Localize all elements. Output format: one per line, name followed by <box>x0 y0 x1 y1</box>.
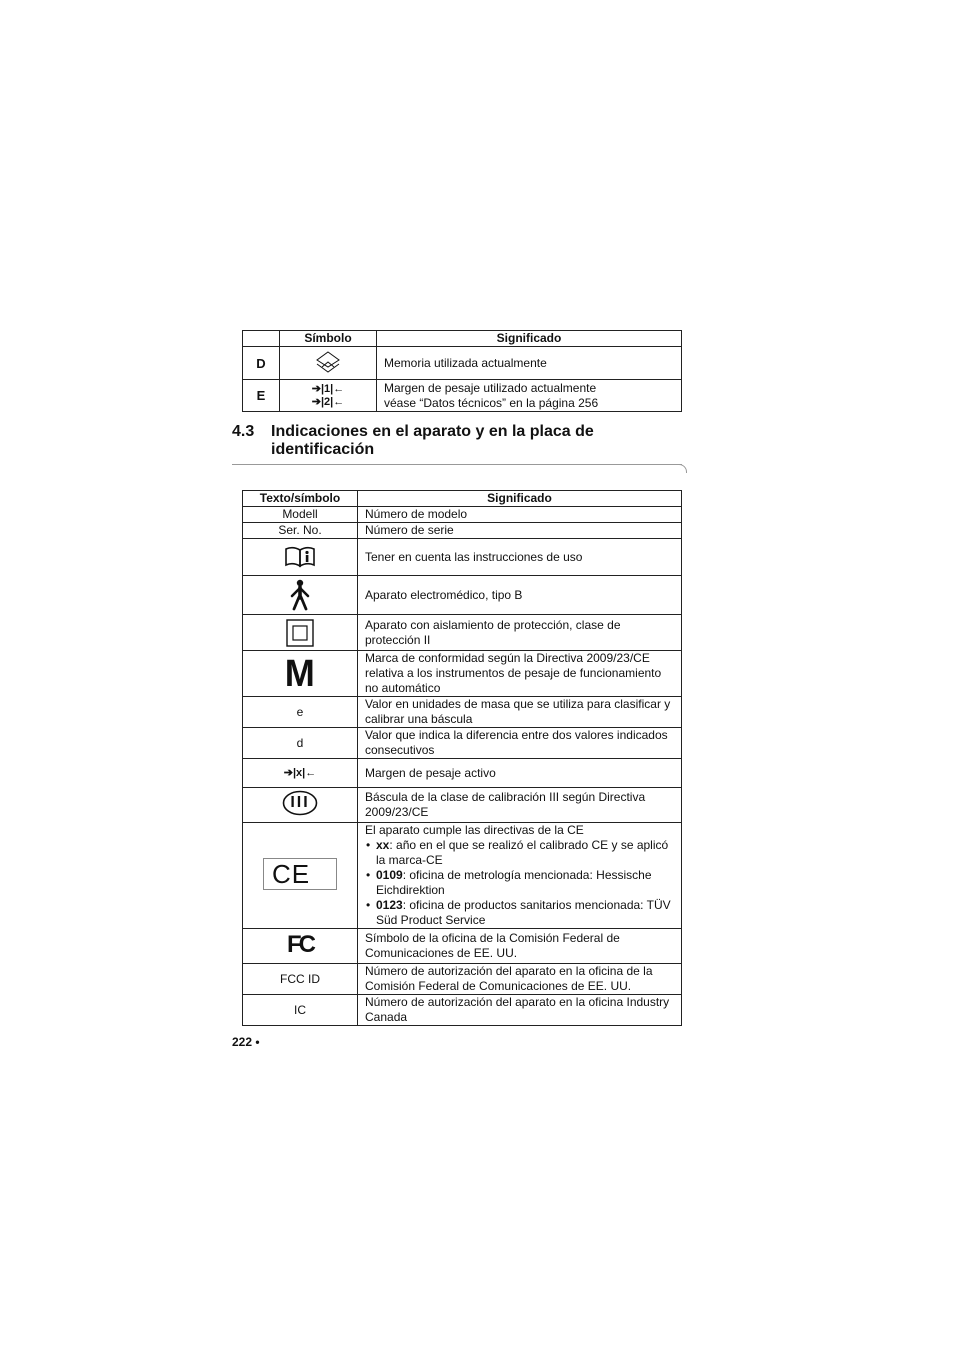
section-divider-curve <box>676 464 687 473</box>
row-meaning: Tener en cuenta las instrucciones de uso <box>358 539 682 576</box>
row-letter: E <box>243 380 280 412</box>
header-text-symbol: Texto/símbolo <box>243 491 358 507</box>
row-meaning: Valor que indica la diferencia entre dos valores indicados consecutivos <box>358 728 682 759</box>
range-1-label: 1 <box>324 382 331 395</box>
row-symbol: Modell <box>243 507 358 523</box>
bullet-text: : oficina de productos sanitarios mencionada: TÜV Süd Product Service <box>376 898 671 927</box>
row-meaning: Aparato con aislamiento de protección, clase de protección II <box>358 615 682 651</box>
list-item <box>365 868 677 898</box>
metrology-m-icon: M <box>284 652 316 695</box>
markings-table <box>242 490 682 1026</box>
list-item <box>365 838 677 868</box>
list-item <box>365 898 677 928</box>
table-row <box>243 347 682 380</box>
row-meaning: Margen de pesaje activo <box>358 759 682 788</box>
fcc-logo-icon: FC <box>287 930 313 958</box>
row-letter: D <box>243 347 280 380</box>
table-row <box>243 651 682 697</box>
range-x-label: x <box>296 767 303 779</box>
table-row <box>243 788 682 823</box>
bullet-text: : año en el que se realizó el calibrado CE y se aplicó la marca-CE <box>376 838 669 867</box>
table-row <box>243 523 682 539</box>
row-meaning: Número de autorización del aparato en la oficina de la Comisión Federal de Comunicaciones de EE. UU. <box>358 964 682 995</box>
weighing-range-1-2-icon: ➔|1|← ➔|2|← <box>311 382 345 408</box>
row-symbol: Ser. No. <box>243 523 358 539</box>
table-row <box>243 507 682 523</box>
table-row <box>243 380 682 412</box>
range-2-label: 2 <box>324 395 331 408</box>
row-symbol: d <box>243 728 358 759</box>
table-header-row <box>243 491 682 507</box>
row-meaning: Marca de conformidad según la Directiva 2009/23/CE relativa a los instrumentos de pesaje de funcionamiento no automático <box>358 651 682 697</box>
class-iii-oval-icon <box>282 790 318 816</box>
header-meaning: Significado <box>377 331 682 347</box>
table-row <box>243 728 682 759</box>
table-row <box>243 995 682 1026</box>
bullet-code: xx <box>376 838 390 852</box>
bullet-text: : oficina de metrología mencionada: Hessische Eichdirektion <box>376 868 652 897</box>
bullet-code: 0123 <box>376 898 403 912</box>
row-meaning-line1: Margen de pesaje utilizado actualmente <box>384 380 597 395</box>
row-symbol: FCC ID <box>243 964 358 995</box>
row-meaning: Valor en unidades de masa que se utiliza para clasificar y calibrar una báscula <box>358 697 682 728</box>
ce-bullet-list <box>365 838 677 928</box>
ce-mark-icon <box>263 858 337 890</box>
row-meaning: Aparato electromédico, tipo B <box>358 576 682 615</box>
header-meaning: Significado <box>358 491 682 507</box>
section-number: 4.3 <box>232 423 255 440</box>
row-meaning: Número de modelo <box>358 507 682 523</box>
table-row <box>243 929 682 964</box>
class-iii-label: III <box>290 794 310 811</box>
table-row <box>243 759 682 788</box>
header-blank <box>243 331 280 347</box>
row-symbol: e <box>243 697 358 728</box>
row-meaning: Báscula de la clase de calibración III según Directiva 2009/23/CE <box>358 788 682 823</box>
table-row <box>243 823 682 929</box>
symbols-table <box>242 330 682 412</box>
memory-diamonds-icon <box>280 350 376 376</box>
section-divider <box>232 464 682 465</box>
ce-mark-label: CE <box>272 858 311 889</box>
section-title: Indicaciones en el aparato y en la placa de identificación <box>271 423 594 458</box>
page-number: 222 • <box>232 1035 260 1049</box>
bullet-code: 0109 <box>376 868 403 882</box>
instructions-book-icon <box>243 546 357 568</box>
type-b-person-icon <box>243 579 357 611</box>
table-row <box>243 539 682 576</box>
row-meaning: Símbolo de la oficina de la Comisión Federal de Comunicaciones de EE. UU. <box>358 929 682 964</box>
row-meaning-line2: véase “Datos técnicos” en la página 256 <box>384 395 599 410</box>
weighing-range-x-icon: ➔|x|← <box>283 767 317 779</box>
table-row <box>243 697 682 728</box>
double-square-icon <box>243 619 357 647</box>
header-symbol: Símbolo <box>280 331 377 347</box>
table-row <box>243 576 682 615</box>
row-meaning: Número de serie <box>358 523 682 539</box>
table-row <box>243 964 682 995</box>
table-row <box>243 615 682 651</box>
table-header-row <box>243 331 682 347</box>
row-meaning: Número de autorización del aparato en la oficina Industry Canada <box>358 995 682 1026</box>
ce-intro: El aparato cumple las directivas de la CE <box>365 823 584 837</box>
row-symbol: IC <box>243 995 358 1026</box>
row-meaning: Memoria utilizada actualmente <box>377 347 682 380</box>
